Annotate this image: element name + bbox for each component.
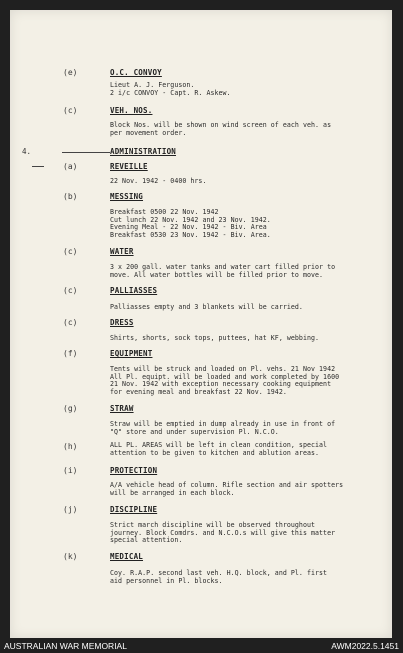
section-body: Breakfast 0500 22 Nov. 1942 Cut lunch 22 Nov. 1942 and 23 Nov. 1942. Evening Meal - 22 Nov. 1942 - Biv. Area Breakfast 0530 23 Nov. 1942 - Biv. Area.: [110, 208, 271, 239]
section-letter: (k): [63, 552, 78, 561]
section-body: Coy. R.A.P. second last veh. H.Q. block, and Pl. first aid personnel in Pl. blocks.: [110, 569, 328, 585]
section-body: Lieut A. J. Ferguson. 2 i/c CONVOY - Capt. R. Askew.: [110, 81, 231, 97]
section-heading: REVEILLE: [110, 162, 148, 171]
section-heading: MESSING: [110, 192, 144, 201]
section-letter: (a): [63, 162, 78, 171]
section-letter: (b): [63, 192, 78, 201]
section-heading: PROTECTION: [110, 466, 158, 475]
section-heading: O.C. CONVOY: [110, 68, 162, 77]
section-letter: (e): [63, 68, 78, 77]
section-body: Tents will be struck and loaded on Pl. vehs. 21 Nov 1942 All Pl. equipt. will be loaded and work completed by 1600 21 Nov. 1942 with exception necessary cooking equipment for evening meal and breakfast 22 Nov. 1942.: [110, 365, 340, 396]
section-heading: STRAW: [110, 404, 134, 413]
section-body: 22 Nov. 1942 - 0400 hrs.: [110, 177, 207, 185]
footer-bar: [0, 639, 403, 653]
section-body: Block Nos. will be shown on wind screen of each veh. as per movement order.: [110, 121, 332, 137]
section-body: 3 x 200 gall. water tanks and water cart filled prior to move. All water bottles will be filled prior to move.: [110, 263, 336, 279]
section-body: A/A vehicle head of column. Rifle section and air spotters will be arranged in each block.: [110, 481, 344, 497]
footer-accession-number: AWM2022.5.1451: [331, 641, 399, 651]
section-heading: MEDICAL: [110, 552, 144, 561]
section-letter: (c): [63, 318, 78, 327]
margin-mark: [32, 166, 44, 167]
section-letter: (i): [63, 466, 78, 475]
section-body: Strict march discipline will be observed throughout journey. Block Comdrs. and N.C.O.s will give this matter special attention.: [110, 521, 336, 545]
section-heading: EQUIPMENT: [110, 349, 153, 358]
section-letter: (f): [63, 349, 78, 358]
section-heading: PALLIASSES: [110, 286, 158, 295]
section-heading: WATER: [110, 247, 134, 256]
section-letter: (c): [63, 106, 78, 115]
section-body: ALL PL. AREAS will be left in clean condition, special attention to be given to kitchen and ablution areas.: [110, 441, 328, 457]
heading-rule: [62, 152, 110, 153]
footer-institution: AUSTRALIAN WAR MEMORIAL: [4, 641, 127, 651]
section-body: Palliasses empty and 3 blankets will be carried.: [110, 303, 303, 311]
document-page: [10, 10, 392, 638]
section-number: 4.: [22, 147, 32, 156]
section-heading: DISCIPLINE: [110, 505, 158, 514]
section-heading: ADMINISTRATION: [110, 147, 177, 156]
section-body: Straw will be emptied in dump already in use in front of "Q" store and under supervision Pl. N.C.O.: [110, 420, 336, 436]
section-letter: (g): [63, 404, 78, 413]
section-letter: (c): [63, 247, 78, 256]
section-letter: (j): [63, 505, 78, 514]
section-heading: DRESS: [110, 318, 134, 327]
section-body: Shirts, shorts, sock tops, puttees, hat KF, webbing.: [110, 334, 320, 342]
section-letter: (h): [63, 442, 78, 451]
section-letter: (c): [63, 286, 78, 295]
section-heading: VEH. NOS.: [110, 106, 153, 115]
